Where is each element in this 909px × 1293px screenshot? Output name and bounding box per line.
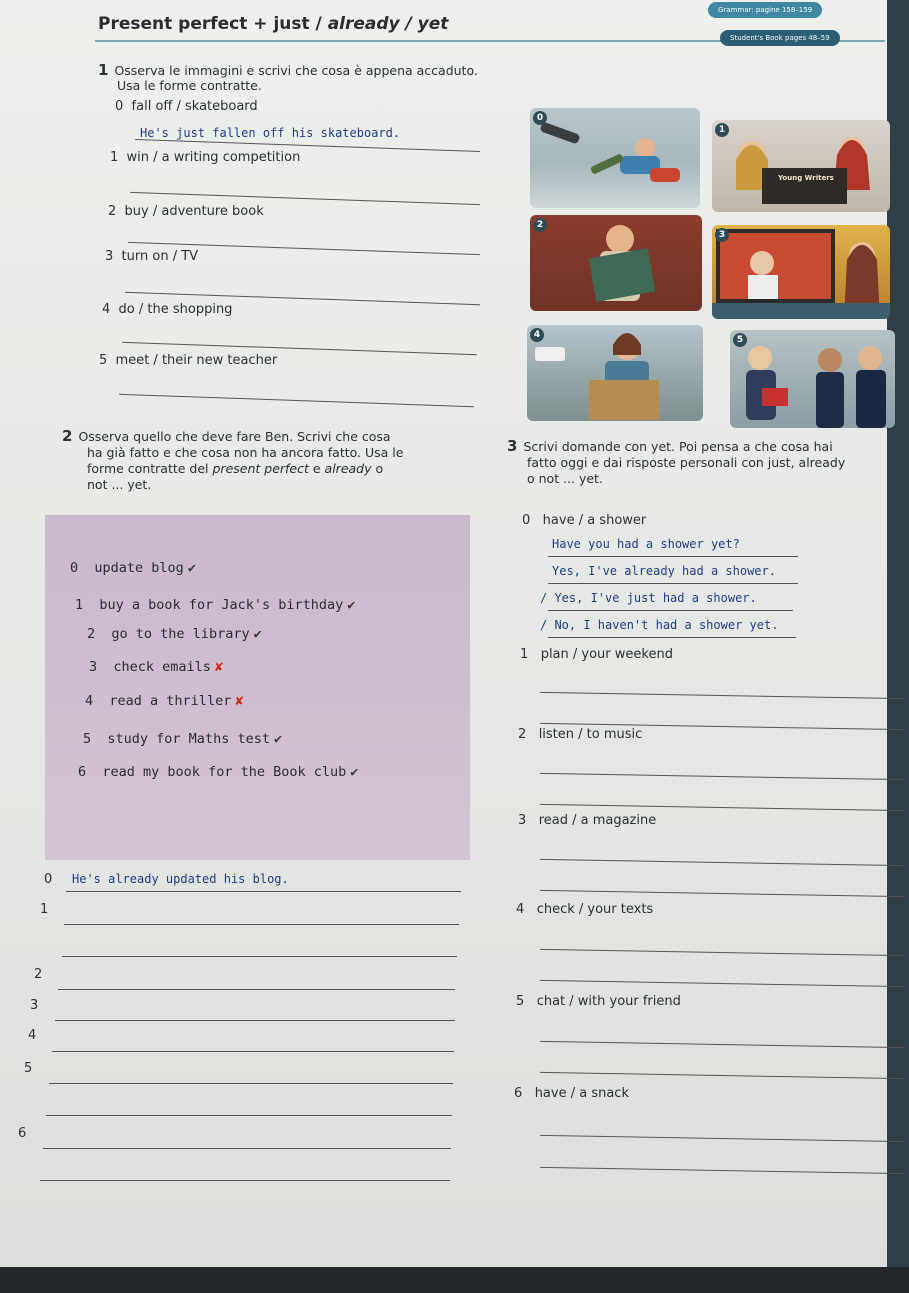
ex2-instruction-line2: ha già fatto e che cosa non ha ancora fatto. Usa le [87, 445, 404, 460]
ben-todo-notebook [45, 515, 470, 860]
ex2-answer-0: He's already updated his blog. [72, 872, 289, 886]
grammar-reference-badge: Grammar: pagine 158–159 [708, 2, 822, 18]
adventure-book-illustration [530, 215, 702, 311]
ex3-item-2: 2 listen / to music [518, 727, 643, 742]
answer-line [548, 637, 796, 638]
answer-line[interactable] [43, 1148, 451, 1149]
ex1-item-1: 1 win / a writing competition [110, 150, 301, 165]
picture-adventure-book: 2 [530, 215, 702, 311]
answer-line[interactable] [540, 692, 905, 699]
answer-line[interactable] [540, 1072, 905, 1079]
ex2-instruction-line3: forme contratte del present perfect e already o [87, 461, 384, 476]
ex3-item-1: 1 plan / your weekend [520, 647, 673, 662]
ex3-number: 3 [507, 437, 518, 455]
todo-item-5: 5 study for Maths test ✔ [83, 731, 283, 747]
tick-icon: ✔ [350, 764, 359, 780]
picture-shopping: 4 [527, 325, 703, 421]
answer-line[interactable] [55, 1020, 455, 1021]
todo-item-1: 1 buy a book for Jack's birthday ✔ [75, 597, 356, 613]
ex3-example-answer-1: Yes, I've already had a shower. [552, 564, 776, 578]
answer-line[interactable] [540, 1041, 905, 1048]
ex2-instruction [62, 428, 482, 493]
answer-line [66, 891, 461, 892]
title-italic: already / yet [327, 14, 449, 34]
ex3-item-4: 4 check / your texts [516, 902, 654, 917]
ex2-answer-number: 2 [34, 967, 43, 982]
competition-sign: Young Writers [778, 174, 834, 182]
tick-icon: ✔ [187, 560, 196, 576]
ex2-answer-number: 4 [28, 1028, 37, 1043]
ex3-instruction-line3: o not ... yet. [527, 471, 603, 486]
answer-line [548, 610, 793, 611]
todo-item-6: 6 read my book for the Book club ✔ [78, 764, 359, 780]
ex2-instruction-line4: not ... yet. [87, 477, 152, 492]
answer-line[interactable] [540, 859, 905, 866]
ex2-answer-number: 6 [18, 1126, 27, 1141]
page-edge-bottom [0, 1267, 909, 1293]
ex3-example-question: Have you had a shower yet? [552, 537, 740, 551]
ex3-item-5: 5 chat / with your friend [516, 994, 681, 1009]
answer-line[interactable] [119, 394, 474, 407]
ex3-example-answer-2: / Yes, I've just had a shower. [540, 591, 757, 605]
answer-line[interactable] [58, 989, 455, 990]
ex1-instruction-line1: Osserva le immagini e scrivi che cosa è appena accaduto. [114, 63, 478, 78]
picture-writing-competition: 1 Young Writers [712, 120, 890, 212]
answer-line [548, 556, 798, 557]
ex1-item-0: 0 fall off / skateboard [115, 99, 258, 114]
answer-line[interactable] [62, 956, 457, 957]
picture-skateboard-fall: 0 [530, 108, 700, 208]
answer-line[interactable] [40, 1180, 450, 1181]
ex1-item-2: 2 buy / adventure book [108, 204, 264, 219]
todo-item-0: 0 update blog ✔ [70, 560, 196, 576]
answer-line[interactable] [540, 804, 905, 811]
ex3-item-3: 3 read / a magazine [518, 813, 657, 828]
answer-line[interactable] [46, 1115, 452, 1116]
title-plain: Present perfect + just / [98, 14, 328, 34]
ex1-instruction-line2: Usa le forme contratte. [117, 78, 262, 93]
ex3-instruction [507, 438, 897, 487]
answer-line[interactable] [49, 1083, 453, 1084]
ex3-example-prompt: 0 have / a shower [522, 513, 647, 528]
ex2-answer-number: 3 [30, 998, 39, 1013]
tv-illustration [712, 225, 890, 319]
ex2-answer-number: 0 [44, 872, 53, 887]
ex1-item-3: 3 turn on / TV [105, 249, 199, 264]
page-title [98, 14, 448, 34]
ex2-number: 2 [62, 427, 73, 445]
cross-icon: ✘ [214, 659, 224, 675]
tick-icon: ✔ [347, 597, 356, 613]
ex1-number: 1 [98, 61, 109, 79]
picture-tv: 3 [712, 225, 890, 319]
skateboard-fall-illustration [530, 108, 700, 208]
page-edge-right [887, 0, 909, 1293]
new-teacher-illustration [730, 330, 895, 428]
tick-icon: ✔ [253, 626, 262, 642]
answer-line[interactable] [540, 890, 905, 897]
ex1-item-5: 5 meet / their new teacher [99, 353, 278, 368]
ex3-instruction-line2: fatto oggi e dai risposte personali con just, already [527, 455, 846, 470]
ex1-answer-0: He's just fallen off his skateboard. [140, 126, 401, 140]
ex3-item-6: 6 have / a snack [514, 1086, 629, 1101]
todo-item-2: 2 go to the library ✔ [87, 626, 262, 642]
answer-line[interactable] [540, 980, 905, 987]
shopping-illustration [527, 325, 703, 421]
ex1-instruction [98, 62, 558, 79]
ex2-instruction-line1: Osserva quello che deve fare Ben. Scrivi che cosa [78, 429, 391, 444]
answer-line[interactable] [540, 773, 905, 780]
tick-icon: ✔ [273, 731, 283, 747]
ex1-item-4: 4 do / the shopping [102, 302, 233, 317]
cross-icon: ✘ [235, 693, 244, 709]
answer-line [548, 583, 798, 584]
students-book-badge: Student's Book pages 48–59 [720, 30, 840, 46]
writing-competition-illustration [712, 120, 890, 212]
answer-line[interactable] [540, 949, 905, 956]
todo-item-4: 4 read a thriller ✘ [85, 693, 244, 709]
ex3-example-answer-3: / No, I haven't had a shower yet. [540, 618, 779, 632]
picture-new-teacher: 5 [730, 330, 895, 428]
answer-line[interactable] [64, 924, 459, 925]
ex2-answer-number: 1 [40, 902, 49, 917]
todo-item-3: 3 check emails ✘ [89, 659, 224, 675]
ex2-answer-number: 5 [24, 1061, 33, 1076]
answer-line[interactable] [540, 1135, 905, 1142]
answer-line[interactable] [540, 1167, 905, 1174]
answer-line[interactable] [52, 1051, 454, 1052]
ex3-instruction-line1: Scrivi domande con yet. Poi pensa a che cosa hai [523, 439, 833, 454]
